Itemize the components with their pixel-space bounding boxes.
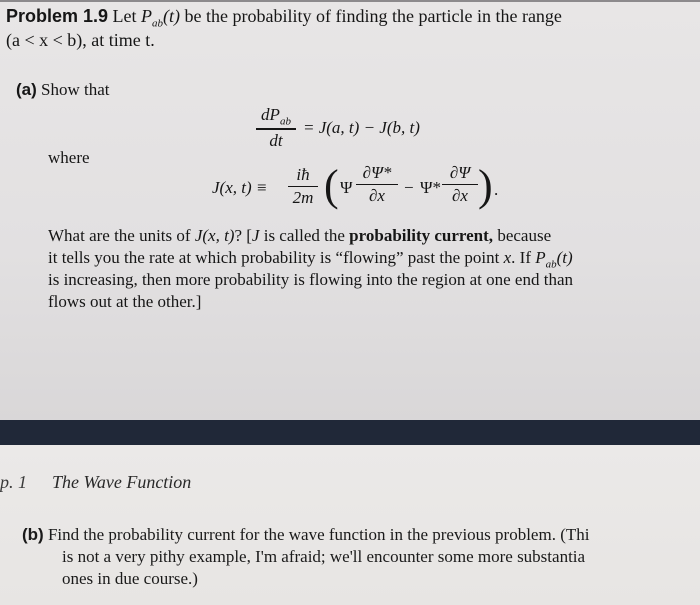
eq2-left-paren: ( xyxy=(324,161,339,210)
eq2-coef-bar xyxy=(288,186,318,187)
p1-text-a: What are the units of xyxy=(48,226,195,245)
eq2-coef-numerator: iħ xyxy=(296,165,310,184)
eq1-denominator: dt xyxy=(269,130,283,150)
textbook-page-lower xyxy=(0,445,700,605)
eq2-d2-numerator: ∂Ψ xyxy=(449,163,471,182)
p2-x: x xyxy=(503,248,512,267)
problem-heading-line xyxy=(6,6,562,30)
paragraph-line-1 xyxy=(48,226,551,246)
eq2-right-paren: ) xyxy=(478,161,493,210)
dark-gap-between-pages xyxy=(0,420,700,445)
p2-p: P xyxy=(535,248,546,267)
eq2-period: . xyxy=(494,180,499,199)
part-b-line-3: ones in due course.) xyxy=(62,569,198,588)
eq2-coefficient xyxy=(288,165,318,208)
problem-t-arg: (t) xyxy=(163,6,181,26)
eq2-derivative2 xyxy=(442,163,478,206)
p1-jxt: J(x, t) xyxy=(194,226,235,245)
eq2-coef-denominator: 2m xyxy=(292,188,314,208)
problem-p: P xyxy=(141,6,153,26)
part-a-heading xyxy=(16,80,110,100)
part-b-text-1: Find the probability current for the wave function in the previous problem. (Thi xyxy=(47,525,590,544)
p2-text-a: it tells you the rate at which probability is “flowing” past the point xyxy=(48,248,504,267)
eq2-minus: − xyxy=(404,178,414,197)
paragraph-line-2 xyxy=(48,248,573,270)
p1-probability-current: probability current, xyxy=(349,226,494,245)
eq2-d2-denominator: ∂x xyxy=(452,186,468,206)
eq2-lhs: J(x, t) ≡ xyxy=(212,178,268,197)
eq2-d1-denominator: ∂x xyxy=(369,186,385,206)
p1-text-g: because xyxy=(493,226,552,245)
p2-p-sub: ab xyxy=(545,258,557,271)
p1-text-c: ? [ xyxy=(234,226,252,245)
eq2-derivative1 xyxy=(356,163,398,206)
part-b-line-1 xyxy=(22,525,589,545)
eq2-d1-numerator: ∂Ψ* xyxy=(362,163,392,182)
eq2-d1-bar xyxy=(356,184,398,185)
page-number: p. 1 xyxy=(0,472,27,492)
p1-j: J xyxy=(251,226,260,245)
eq2-psi2: Ψ* xyxy=(420,178,442,197)
p2-t: (t) xyxy=(556,248,573,267)
eq2-d2-bar xyxy=(442,184,478,185)
eq2-psi1: Ψ xyxy=(340,178,353,197)
eq1-fraction xyxy=(256,105,296,151)
problem-number: Problem 1.9 xyxy=(6,6,109,26)
eq1-numerator: dP xyxy=(261,105,280,124)
part-a-label: (a) xyxy=(16,80,37,99)
part-b-line-2: is not a very pithy example, I'm afraid; we'll encounter some more substantia xyxy=(62,547,586,566)
paragraph-line-3: is increasing, then more probability is flowing into the region at one end than xyxy=(48,270,573,289)
where-label: where xyxy=(48,148,90,167)
problem-range-line: (a < x < b), at time t. xyxy=(6,30,155,50)
p2-text-c: . If xyxy=(511,248,536,267)
eq1-rhs: = J(a, t) − J(b, t) xyxy=(303,118,420,137)
p1-text-e: is called the xyxy=(259,226,350,245)
chapter-title: The Wave Function xyxy=(52,472,192,492)
paragraph-line-4: flows out at the other.] xyxy=(48,292,202,311)
part-b-label: (b) xyxy=(22,525,44,544)
part-a-show-that: Show that xyxy=(41,80,110,99)
problem-intro-b: be the probability of finding the particle in the range xyxy=(180,6,562,26)
top-rule xyxy=(0,0,700,2)
problem-p-sub: ab xyxy=(152,17,164,30)
eq1-numerator-sub: ab xyxy=(279,115,291,128)
problem-intro-a: Let xyxy=(112,6,142,26)
eq1-fraction-bar xyxy=(256,128,296,129)
